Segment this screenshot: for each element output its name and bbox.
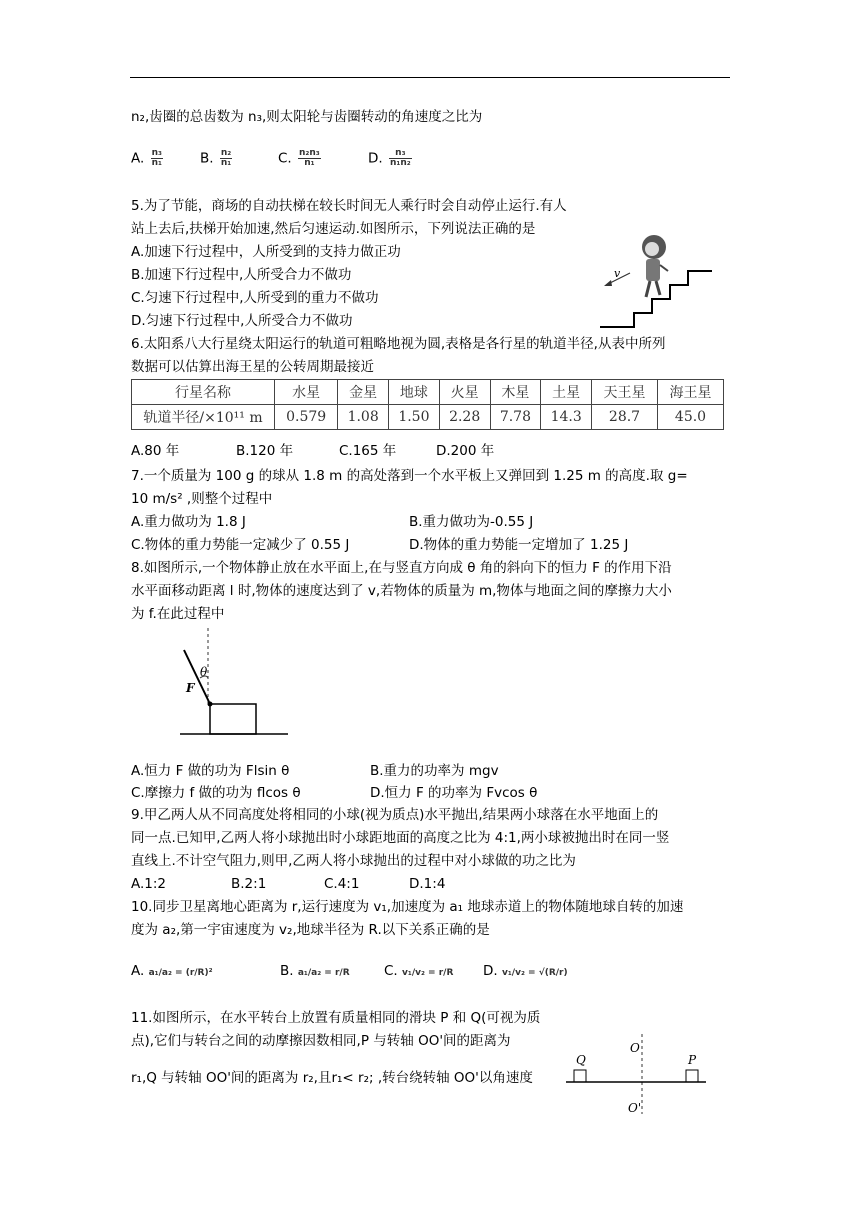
table-cell: 金星 — [338, 380, 389, 405]
q8-stem-2: 水平面移动距离 l 时,物体的速度达到了 v,若物体的质量为 m,物体与地面之间的摩擦力大小 — [131, 583, 672, 599]
planet-orbit-table — [131, 379, 724, 430]
q4-option-d: D. $\frac{\text{n₃}}{\text{n₁n₂}}$ — [368, 148, 411, 168]
table-cell: 28.7 — [592, 405, 658, 430]
q5-option-a: A.加速下行过程中，人所受到的支持力做正功 — [131, 244, 401, 260]
table-cell: 2.28 — [439, 405, 490, 430]
force-block-figure — [178, 624, 290, 744]
q10-option-d: D. v₁/v₂ = √(R/r) — [483, 963, 568, 979]
q6-stem-2: 数据可以估算出海王星的公转周期最接近 — [131, 359, 374, 375]
q6-option-c: C.165 年 — [339, 443, 397, 459]
q6-stem-1: 6.太阳系八大行星绕太阳运行的轨道可粗略地视为圆,表格是各行星的轨道半径,从表中所列 — [131, 336, 666, 352]
escalator-figure — [596, 225, 716, 330]
fraction: $\frac{\text{n₂n₃}}{\text{n₁}}$ — [299, 148, 320, 168]
table-cell: 火星 — [439, 380, 490, 405]
q9-option-a: A.1:2 — [131, 876, 167, 892]
o-label: O — [630, 1041, 640, 1055]
q5-option-c: C.匀速下行过程中,人所受到的重力不做功 — [131, 290, 379, 306]
q8-option-a: A.恒力 F 做的功为 Flsin θ — [131, 763, 290, 779]
q10-option-c: C. v₁/v₂ = r/R — [384, 963, 454, 979]
q4-stem-tail: n₂,齿圈的总齿数为 n₃,则太阳轮与齿圈转动的角速度之比为 — [131, 109, 483, 125]
table-cell: 天王星 — [592, 380, 658, 405]
q9-option-b: B.2:1 — [231, 876, 267, 892]
o-prime-label: O' — [628, 1101, 642, 1115]
table-cell: 1.50 — [389, 405, 440, 430]
turntable-figure — [560, 1030, 710, 1120]
q6-option-a: A.80 年 — [131, 443, 180, 459]
q11-stem-2: 点),它们与转台之间的动摩擦因数相同,P 与转轴 OO'间的距离为 — [131, 1033, 511, 1049]
q4-option-a: A. $\frac{\text{n₃}}{\text{n₁}}$ — [131, 148, 162, 168]
q7-option-a: A.重力做功为 1.8 J — [131, 514, 246, 530]
fraction: $\frac{\text{n₂}}{\text{n₁}}$ — [220, 148, 232, 168]
q10-option-a: A. a₁/a₂ = (r/R)² — [131, 963, 213, 979]
q6-option-d: D.200 年 — [436, 443, 495, 459]
q9-stem-1: 9.甲乙两人从不同高度处将相同的小球(视为质点)水平抛出,结果两小球落在水平地面上的 — [131, 807, 659, 823]
q8-stem-1: 8.如图所示,一个物体静止放在水平面上,在与竖直方向成 θ 角的斜向下的恒力 F 的作用下沿 — [131, 560, 672, 576]
table-cell: 0.579 — [275, 405, 338, 430]
table-cell: 土星 — [541, 380, 592, 405]
q5-option-b: B.加速下行过程中,人所受合力不做功 — [131, 267, 352, 283]
q7-stem-2: 10 m/s² ,则整个过程中 — [131, 491, 273, 507]
table-row — [132, 380, 724, 405]
fraction: $\frac{\text{n₃}}{\text{n₁n₂}}$ — [389, 148, 411, 168]
table-cell: 45.0 — [657, 405, 723, 430]
q10-option-b: B. a₁/a₂ = r/R — [280, 963, 350, 979]
q7-stem-1: 7.一个质量为 100 g 的球从 1.8 m 的高处落到一个水平板上又弹回到 1.25 m 的高度.取 g= — [131, 468, 688, 484]
q11-stem-1: 11.如图所示，在水平转台上放置有质量相同的滑块 P 和 Q(可视为质 — [131, 1010, 541, 1026]
table-cell: 水星 — [275, 380, 338, 405]
q9-stem-2: 同一点.已知甲,乙两人将小球抛出时小球距地面的高度之比为 4:1,两小球被抛出时在同一竖 — [131, 830, 670, 846]
q7-option-c: C.物体的重力势能一定减少了 0.55 J — [131, 537, 350, 553]
force-label: F — [186, 681, 195, 695]
q7-option-d: D.物体的重力势能一定增加了 1.25 J — [409, 537, 629, 553]
q8-stem-3: 为 f.在此过程中 — [131, 606, 225, 622]
table-cell: 1.08 — [338, 405, 389, 430]
q-label: Q — [576, 1053, 586, 1067]
q5-stem-1: 5.为了节能，商场的自动扶梯在较长时间无人乘行时会自动停止运行.有人 — [131, 198, 567, 214]
q7-option-b: B.重力做功为-0.55 J — [409, 514, 534, 530]
q8-option-c: C.摩擦力 f 做的功为 flcos θ — [131, 785, 301, 801]
table-cell: 行星名称 — [132, 380, 275, 405]
q4-option-b: B. $\frac{\text{n₂}}{\text{n₁}}$ — [200, 148, 232, 168]
q5-stem-2: 站上去后,扶梯开始加速,然后匀速运动.如图所示，下列说法正确的是 — [131, 221, 536, 237]
q10-stem-1: 10.同步卫星离地心距离为 r,运行速度为 v₁,加速度为 a₁ 地球赤道上的物体随地球自转的加速 — [131, 899, 684, 915]
q11-stem-3: r₁,Q 与转轴 OO'间的距离为 r₂,且r₁< r₂; ,转台绕转轴 OO'以角速度 — [131, 1070, 533, 1086]
q9-option-d: D.1:4 — [409, 876, 446, 892]
q8-option-b: B.重力的功率为 mgv — [370, 763, 499, 779]
table-cell: 地球 — [389, 380, 440, 405]
table-cell: 木星 — [490, 380, 541, 405]
velocity-label: v — [614, 267, 621, 280]
table-cell: 14.3 — [541, 405, 592, 430]
p-label: P — [688, 1053, 697, 1067]
q10-stem-2: 度为 a₂,第一宇宙速度为 v₂,地球半径为 R.以下关系正确的是 — [131, 922, 490, 938]
table-cell: 轨道半径/×10¹¹ m — [132, 405, 275, 430]
table-row — [132, 405, 724, 430]
fraction: $\frac{\text{n₃}}{\text{n₁}}$ — [151, 148, 162, 168]
table-cell: 海王星 — [657, 380, 723, 405]
header-rule — [130, 77, 730, 78]
q8-option-d: D.恒力 F 的功率为 Fvcos θ — [370, 785, 538, 801]
table-cell: 7.78 — [490, 405, 541, 430]
angle-label: θ — [200, 665, 208, 679]
q4-option-c: C. $\frac{\text{n₂n₃}}{\text{n₁}}$ — [278, 148, 320, 168]
q9-stem-3: 直线上.不计空气阻力,则甲,乙两人将小球抛出的过程中对小球做的功之比为 — [131, 853, 576, 869]
q6-option-b: B.120 年 — [236, 443, 294, 459]
q9-option-c: C.4:1 — [324, 876, 360, 892]
q5-option-d: D.匀速下行过程中,人所受合力不做功 — [131, 313, 353, 329]
